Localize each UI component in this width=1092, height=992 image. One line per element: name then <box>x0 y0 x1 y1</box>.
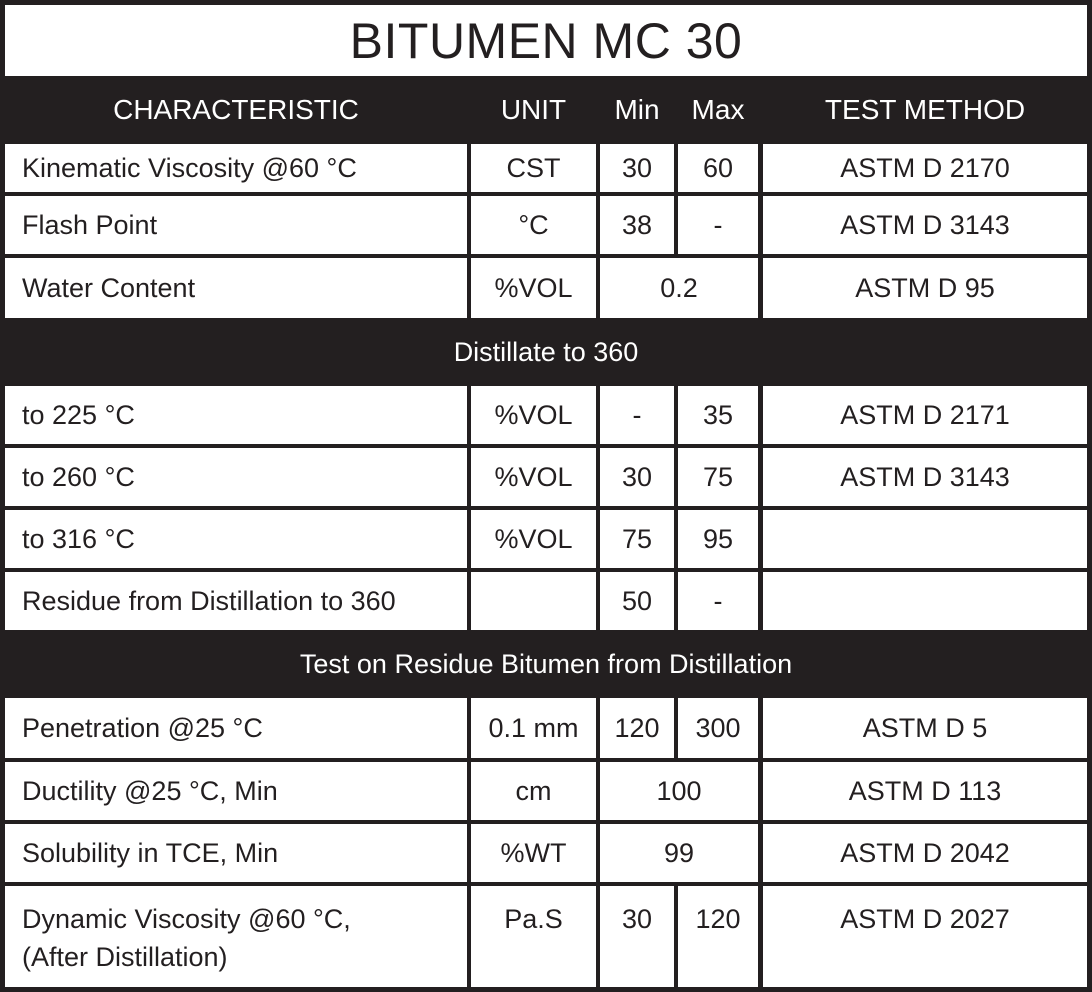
method-cell: ASTM D 5 <box>763 698 1087 758</box>
method-cell <box>763 510 1087 568</box>
table-row <box>0 698 1092 758</box>
section-header-residue: Test on Residue Bitumen from Distillation <box>299 648 793 679</box>
min-cell: 30 <box>600 886 674 987</box>
max-cell: 95 <box>678 510 758 568</box>
header-unit: UNIT <box>500 94 567 125</box>
min-cell: 50 <box>600 572 674 630</box>
method-cell: ASTM D 2042 <box>763 824 1087 882</box>
header-test-method: TEST METHOD <box>824 94 1026 125</box>
table-title: BITUMEN MC 30 <box>5 5 1087 76</box>
table-row <box>0 824 1092 882</box>
unit-cell <box>471 572 596 630</box>
method-cell: ASTM D 3143 <box>763 196 1087 254</box>
max-cell: 120 <box>678 886 758 987</box>
characteristic-cell: to 316 °C <box>5 510 467 568</box>
table-row <box>0 510 1092 568</box>
unit-cell: %VOL <box>471 510 596 568</box>
characteristic-cell: Residue from Distillation to 360 <box>5 572 467 630</box>
method-cell: ASTM D 113 <box>763 762 1087 820</box>
min-cell: 75 <box>600 510 674 568</box>
method-cell: ASTM D 2171 <box>763 386 1087 444</box>
method-cell: ASTM D 95 <box>763 258 1087 318</box>
characteristic-cell: Kinematic Viscosity @60 °C <box>5 144 467 192</box>
unit-cell: Pa.S <box>471 886 596 987</box>
characteristic-cell: to 260 °C <box>5 448 467 506</box>
min-max-merged-cell: 99 <box>600 824 758 882</box>
max-cell: - <box>678 572 758 630</box>
method-cell: ASTM D 2170 <box>763 144 1087 192</box>
unit-cell: %WT <box>471 824 596 882</box>
min-max-merged-cell: 0.2 <box>600 258 758 318</box>
characteristic-cell: Ductility @25 °C, Min <box>5 762 467 820</box>
min-max-merged-cell: 100 <box>600 762 758 820</box>
min-cell: 38 <box>600 196 674 254</box>
characteristic-line-1: Dynamic Viscosity @60 °C, <box>22 904 351 934</box>
table-row <box>0 448 1092 506</box>
method-cell <box>763 572 1087 630</box>
characteristic-line-2: (After Distillation) <box>22 942 228 972</box>
method-cell: ASTM D 2027 <box>763 886 1087 987</box>
unit-cell: cm <box>471 762 596 820</box>
header-row <box>0 80 1092 140</box>
min-cell: 30 <box>600 144 674 192</box>
max-cell: 35 <box>678 386 758 444</box>
unit-cell: CST <box>471 144 596 192</box>
unit-cell: 0.1 mm <box>471 698 596 758</box>
min-cell: 120 <box>600 698 674 758</box>
min-cell: 30 <box>600 448 674 506</box>
characteristic-cell <box>5 886 467 987</box>
characteristic-cell: Water Content <box>5 258 467 318</box>
header-min: Min <box>614 94 660 125</box>
unit-cell: %VOL <box>471 258 596 318</box>
header-max: Max <box>691 94 745 125</box>
table-row <box>0 386 1092 444</box>
table-row <box>0 886 1092 987</box>
table-row <box>0 144 1092 192</box>
section-header-distillate: Distillate to 360 <box>453 336 639 367</box>
min-cell: - <box>600 386 674 444</box>
header-characteristic: CHARACTERISTIC <box>113 94 359 125</box>
unit-cell: %VOL <box>471 448 596 506</box>
table-row <box>0 762 1092 820</box>
max-cell: - <box>678 196 758 254</box>
max-cell: 300 <box>678 698 758 758</box>
table-row <box>0 196 1092 254</box>
unit-cell: °C <box>471 196 596 254</box>
method-cell: ASTM D 3143 <box>763 448 1087 506</box>
characteristic-cell: Penetration @25 °C <box>5 698 467 758</box>
table-row <box>0 572 1092 630</box>
table-row <box>0 258 1092 318</box>
unit-cell: %VOL <box>471 386 596 444</box>
characteristic-cell: Flash Point <box>5 196 467 254</box>
characteristic-cell: to 225 °C <box>5 386 467 444</box>
max-cell: 60 <box>678 144 758 192</box>
characteristic-cell: Solubility in TCE, Min <box>5 824 467 882</box>
max-cell: 75 <box>678 448 758 506</box>
